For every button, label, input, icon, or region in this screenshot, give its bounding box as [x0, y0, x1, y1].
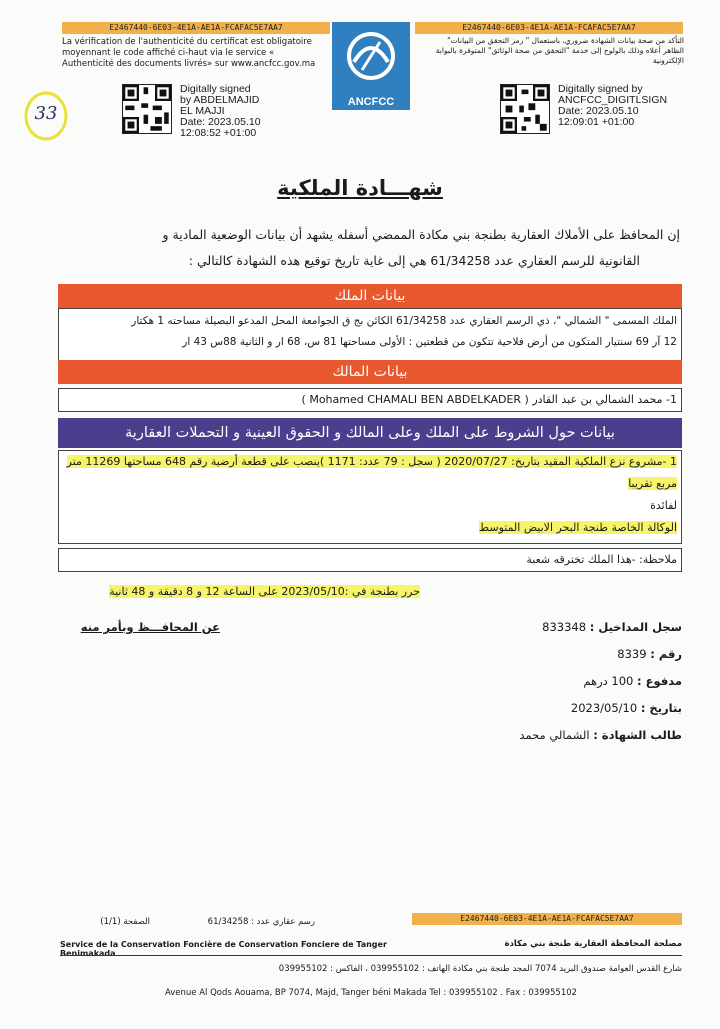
footer-title-ref: رسم عقاري عدد : 61/34258	[207, 917, 315, 927]
qr-code-icon	[501, 85, 549, 133]
footer-service-fr: Service de la Conservation Foncière de Conservation Fonciere de Tanger Benimakada	[60, 940, 387, 958]
digital-signature-left: Digitally signed by ABDELMAJID EL MAJJI Date: 2023.05.10 12:08:52 +01:00	[180, 83, 261, 139]
signatory-label: عن المحافـــظ وبأمر منه	[80, 620, 220, 634]
footer-divider	[60, 955, 682, 956]
footer-address-fr: Avenue Al Qods Aouama, BP 7074, Majd, Tanger béni Makada Tel : 039955102 . Fax : 039955102	[164, 988, 578, 998]
meta-row: سجل المداخيل : 833348	[542, 620, 682, 634]
section-heading-owner: بيانات المالك	[58, 360, 682, 384]
expropriation-line: 1 -مشروع نزع الملكية المقيد بتاريخ: 2020/07/27 ( سجل : 79 عدد: 1171 )ينصب على قطعة أرضية رقم 648 مساحتها 11269 متر	[66, 455, 677, 468]
issued-statement: حرر بطنجة في :2023/05/10 على الساعة 12 و 8 دقيقة و 48 ثانية	[109, 585, 420, 598]
meta-row: طالب الشهادة : الشمالي محمد	[519, 728, 682, 742]
footer-address-ar: شارع القدس العوامة صندوق البريد 7074 المجد طنجة بني مكادة الهاتف : 039955102 ، الفاكس : 039955102	[278, 964, 682, 974]
meta-row: مدفوع : 100 درهم	[583, 674, 682, 688]
section-heading-property: بيانات الملك	[58, 284, 682, 308]
qr-code-icon	[123, 85, 171, 133]
qr-code-left	[122, 84, 172, 134]
footer-service-ar: مصلحة المحافظة العقارية طنجة بني مكادة	[504, 939, 682, 949]
section-heading-rights: بيانات حول الشروط على الملك وعلى المالك و الحقوق العينية و التحملات العقارية	[58, 418, 682, 448]
receipt-meta	[460, 620, 682, 755]
rights-details-box: 1 -مشروع نزع الملكية المقيد بتاريخ: 2020/07/27 ( سجل : 79 عدد: 1171 )ينصب على قطعة أرضية رقم 648 مساحتها 11269 متر مربع تقريبا لفائدة الوكالة الخاصة طنجة البحر الابيض المتوسط	[58, 450, 682, 544]
footer-verification-code: E2467440-6E03-4E1A-AE1A-FCAFAC5E7AA7	[412, 913, 682, 925]
property-details-box: الملك المسمى " الشمالي "، ذي الرسم العقاري عدد 61/34258 الكائن بج ق الجوامعة المحل المدعو البصيلة مساحته 1 هكتار 12 آر 69 سنتيار المتكون من أرض فلاحية تتكون من قطعتين : الأولى مساحتها 81 س، 68 ار و الثانية 88س 43 ار	[58, 308, 682, 362]
logo-text: ANCFCC	[347, 96, 395, 108]
document-title: شهـــادة الملكية	[277, 176, 443, 200]
intro-paragraph: إن المحافظ على الأملاك العقارية بطنجة بني مكادة الممضي أسفله يشهد أن بيانات الوضعية المادية و القانونية للرسم العقاري عدد 61/34258 هي إلى غاية تاريخ توقيع هذه الشهادة كالتالي :	[162, 227, 680, 268]
verification-note-fr: La vérification de l'authenticité du certificat est obligatoire moyennant le code affiché ci-haut via le service « Authenticité des documents livrés» sur www.ancfcc.gov.ma	[62, 37, 316, 69]
verification-code-right: E2467440-6E03-4E1A-AE1A-FCAFAC5E7AA7	[415, 22, 683, 34]
footer-page-number: الصفحة (1/1)	[100, 917, 150, 927]
qr-code-right	[500, 84, 550, 134]
owner-details-box: 1- محمد الشمالي بن عبد القادر ( Mohamed CHAMALI BEN ABDELKADER )	[58, 388, 682, 412]
digital-signature-right: Digitally signed by ANCFCC_DIGITLSIGN Date: 2023.05.10 12:09:01 +01:00	[558, 83, 668, 128]
note-box: ملاحظة: -هذا الملك تخترقه شعبة	[58, 548, 682, 572]
beneficiary-line: الوكالة الخاصة طنجة البحر الابيض المتوسط	[478, 521, 677, 534]
handwritten-page-number: 33	[22, 90, 70, 142]
verification-note-ar: التأكد من صحة بيانات الشهادة ضروري، باستعمال " رمز التحقق من البيانات" الظاهر أعلاه وذلك بالولوج إلى خدمة "التحقق من صحة الوثائق" المتوفرة بالبوابة الإلكترونية	[435, 36, 684, 65]
meta-row: بتاريخ : 2023/05/10	[570, 701, 682, 715]
ancfcc-logo	[332, 22, 410, 110]
verification-code-left: E2467440-6E03-4E1A-AE1A-FCAFAC5E7AA7	[62, 22, 330, 34]
logo-emblem-icon	[332, 22, 410, 92]
meta-row: رقم : 8339	[617, 647, 682, 661]
